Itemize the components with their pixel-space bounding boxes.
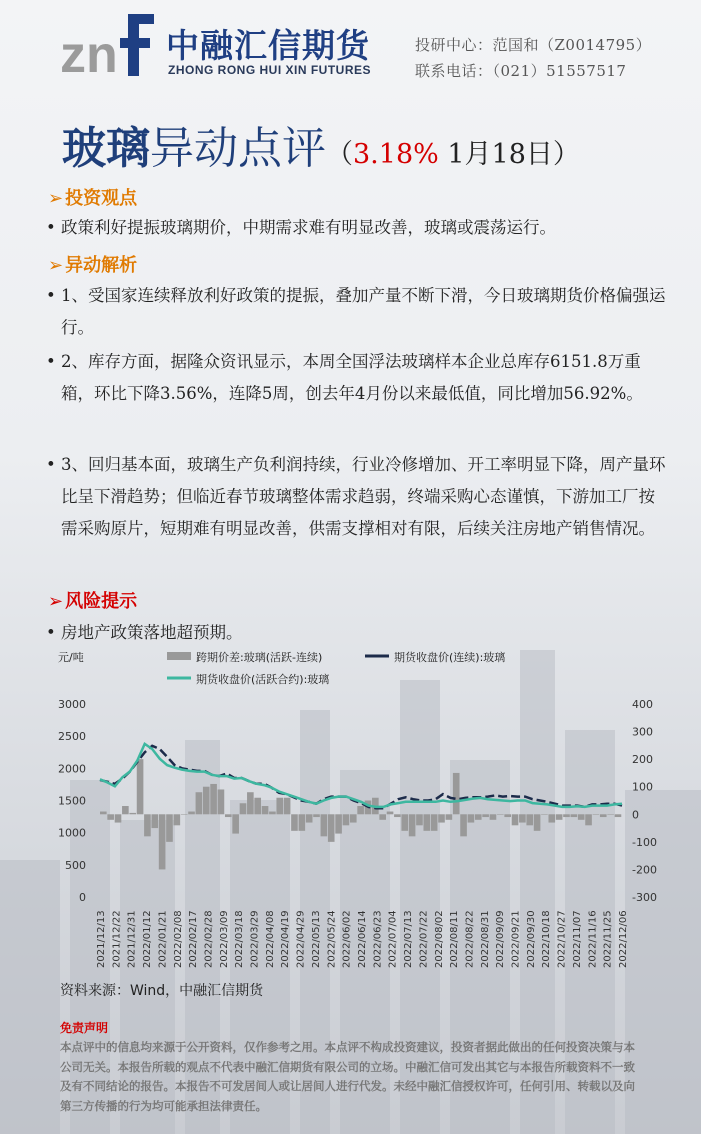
bullet-analysis-3 <box>46 449 671 545</box>
x-tick-label: 2022/03/29 <box>249 910 261 968</box>
bar-spread <box>519 814 526 822</box>
bar-spread <box>306 814 313 822</box>
x-tick-label: 2022/07/13 <box>403 910 415 968</box>
bar-spread <box>262 806 269 814</box>
x-tick-label: 2021/12/31 <box>126 910 138 968</box>
title-open-paren: （ <box>326 139 353 170</box>
section-risk-heading <box>48 587 137 613</box>
y-tick-right: 100 <box>632 780 653 794</box>
x-tick-label: 2022/07/04 <box>387 910 399 968</box>
bar-spread <box>225 814 232 817</box>
disclaimer-text: 本点评中的信息均来源于公开资料，仅作参考之用。本点评不构成投资建议，投资者据此做出的任何投资决策与本公司无关。本报告所载的观点不代表中融汇信期货有限公司的立场。中融汇信可发出其它与本报告所载资料不一致及有不同结论的报告。本报告不可发居间人或让居间人进行代发。未经中融汇信授权许可，任何引用、转载以及向第三方传播的行为均可能承担法律责任。 <box>60 1040 635 1113</box>
bar-spread <box>409 814 416 836</box>
bar-spread <box>254 798 261 815</box>
bar-spread <box>585 814 592 825</box>
disclaimer-title: 免责声明 <box>60 1021 109 1035</box>
section-title: 风险提示 <box>65 591 138 612</box>
x-tick-label: 2022/04/29 <box>295 910 307 968</box>
bar-spread <box>512 814 519 825</box>
y-tick-left: 2000 <box>58 762 86 776</box>
bar-spread <box>335 814 342 833</box>
legend-swatch-spread <box>167 652 191 660</box>
x-tick-label: 2022/11/07 <box>571 910 583 968</box>
brand-name-en: ZHONG RONG HUI XIN FUTURES <box>168 63 372 77</box>
header <box>0 0 701 100</box>
x-tick-label: 2022/01/12 <box>142 910 154 968</box>
x-tick-label: 2022/11/25 <box>602 910 614 968</box>
arrow-icon: ➢ <box>48 188 64 209</box>
y-tick-left: 1500 <box>58 794 86 808</box>
title-percent: 3.18% <box>353 139 439 170</box>
bar-spread <box>343 814 350 825</box>
data-source: 资料来源：Wind，中融汇信期货 <box>60 983 264 999</box>
bar-spread <box>526 814 533 825</box>
bar-spread <box>166 814 173 842</box>
bar-spread <box>203 787 210 815</box>
x-tick-label: 2021/12/13 <box>96 910 107 968</box>
bar-spread <box>571 814 578 817</box>
bar-spread <box>174 814 181 825</box>
x-tick-label: 2022/08/22 <box>464 910 476 968</box>
bar-spread <box>299 814 306 831</box>
bar-spread <box>556 814 563 820</box>
bullet-dot: • <box>46 623 56 642</box>
bullet-dot: • <box>46 455 56 474</box>
y-tick-right: -100 <box>632 835 657 849</box>
x-tick-label: 2022/08/02 <box>433 910 445 968</box>
title-main: 玻璃 <box>62 123 150 174</box>
legend-label-active: 期货收盘价(活跃合约):玻璃 <box>196 673 330 686</box>
bar-spread <box>490 814 497 820</box>
x-tick-label: 2022/06/02 <box>341 910 353 968</box>
x-tick-label: 2022/02/28 <box>203 910 215 968</box>
bar-spread <box>137 759 144 814</box>
y-tick-right: 200 <box>632 753 653 767</box>
bar-spread <box>534 814 541 831</box>
y-tick-left: 2500 <box>58 730 86 744</box>
y-tick-left: 0 <box>79 891 86 904</box>
bar-spread <box>321 814 328 836</box>
line-continuous <box>100 746 622 808</box>
arrow-icon: ➢ <box>48 255 64 276</box>
bar-spread <box>578 814 585 820</box>
y-tick-left: 3000 <box>58 698 86 711</box>
x-tick-label: 2022/02/08 <box>172 910 184 968</box>
y-tick-left: 1000 <box>58 826 86 840</box>
section-title: 投资观点 <box>65 188 138 209</box>
x-tick-label: 2022/08/11 <box>449 910 461 968</box>
company-logo <box>58 12 158 82</box>
x-tick-label: 2022/09/09 <box>495 910 507 968</box>
bar-spread <box>387 812 394 815</box>
bar-spread <box>504 814 511 817</box>
bar-spread <box>394 814 401 817</box>
x-tick-label: 2022/09/21 <box>510 910 522 968</box>
x-tick-label: 2022/11/16 <box>587 910 599 968</box>
bullet-dot: • <box>46 286 56 305</box>
bullet-text: 房地产政策落地超预期。 <box>61 623 243 642</box>
bar-spread <box>328 814 335 842</box>
x-tick-label: 2022/09/30 <box>525 910 537 968</box>
bar-spread <box>431 814 438 831</box>
x-tick-label: 2022/12/06 <box>618 910 629 968</box>
bar-spread <box>468 814 475 822</box>
bar-spread <box>210 784 217 814</box>
bar-spread <box>416 814 423 825</box>
bar-spread <box>181 814 188 815</box>
bar-spread <box>291 814 298 831</box>
y-tick-right: 300 <box>632 725 653 739</box>
title-sub: 异动点评 <box>150 123 326 174</box>
x-tick-label: 2022/04/19 <box>280 910 292 968</box>
bar-spread <box>129 813 136 814</box>
x-tick-label: 2022/03/18 <box>234 910 246 968</box>
bullet-dot: • <box>46 352 56 371</box>
bullet-text: 3、回归基本面，玻璃生产负利润持续，行业冷修增加、开工率明显下降，周产量环比呈下滑趋势；但临近春节玻璃整体需求趋弱，终端采购心态谨慎，下游加工厂按需采购原片，短期难有明显改善，供需支撑相对有限，后续关注房地产销售情况。 <box>61 455 666 538</box>
bar-spread <box>313 814 320 817</box>
y-axis-unit-label: 元/吨 <box>58 651 84 664</box>
page-title <box>62 112 580 176</box>
bar-spread <box>541 814 548 815</box>
arrow-icon: ➢ <box>48 591 64 612</box>
bullet-analysis-1 <box>46 280 671 344</box>
x-tick-label: 2022/10/18 <box>541 910 553 968</box>
bullet-dot: • <box>46 218 56 237</box>
bar-spread <box>607 814 614 815</box>
bar-spread <box>350 814 357 822</box>
y-tick-left: 500 <box>65 858 86 872</box>
legend-label-continuous: 期货收盘价(连续):玻璃 <box>394 651 506 664</box>
x-tick-label: 2022/08/31 <box>479 910 491 968</box>
y-tick-right: 0 <box>632 808 639 822</box>
bar-spread <box>379 814 386 820</box>
bar-spread <box>446 814 453 820</box>
bar-spread <box>497 814 504 815</box>
bar-spread <box>453 773 460 814</box>
bar-spread <box>438 814 445 822</box>
bar-spread <box>593 814 600 815</box>
bar-spread <box>107 814 114 820</box>
x-tick-label: 2022/06/23 <box>372 910 384 968</box>
bullet-view-1 <box>46 212 671 244</box>
bar-spread <box>247 792 254 814</box>
bar-spread <box>600 814 607 817</box>
bullet-text: 1、受国家连续释放利好政策的提振，叠加产量不断下滑，今日玻璃期货价格偏强运行。 <box>61 286 666 337</box>
bullet-analysis-2 <box>46 346 671 410</box>
bar-spread <box>122 806 129 814</box>
legend-label-spread: 跨期价差:玻璃(活跃-连续) <box>196 651 323 664</box>
bar-spread <box>276 798 283 815</box>
bar-spread <box>357 806 364 814</box>
bar-spread <box>482 814 489 817</box>
bullet-text: 政策利好提振玻璃期价，中期需求难有明显改善，玻璃或震荡运行。 <box>61 218 556 237</box>
bar-spread <box>615 814 622 817</box>
x-tick-label: 2022/03/09 <box>218 910 230 968</box>
bar-spread <box>159 814 166 869</box>
bullet-text: 2、库存方面，据隆众资讯显示，本周全国浮法玻璃样本企业总库存6151.8万重箱，环比下降3.56%，连降5周，创去年4月份以来最低值，同比增加56.92%。 <box>61 352 643 403</box>
bar-spread <box>115 814 122 822</box>
title-date: 1月18日） <box>438 139 580 170</box>
bar-spread <box>269 812 276 815</box>
section-view-heading <box>48 184 137 210</box>
svg-text:zn: zn <box>60 26 118 82</box>
bar-spread <box>563 814 570 817</box>
x-tick-label: 2021/12/22 <box>111 910 123 968</box>
x-tick-label: 2022/05/24 <box>326 910 338 968</box>
y-tick-right: -300 <box>632 891 657 904</box>
y-tick-right: 400 <box>632 698 653 711</box>
bar-spread <box>548 814 555 822</box>
x-tick-label: 2022/02/17 <box>188 910 200 968</box>
phone-info: 联系电话：（021）51557517 <box>415 62 627 80</box>
bar-spread <box>196 792 203 814</box>
bar-spread <box>144 814 151 836</box>
section-analysis-heading <box>48 251 137 277</box>
x-tick-label: 2022/05/13 <box>310 910 322 968</box>
bar-spread <box>460 814 467 836</box>
bar-spread <box>218 789 225 814</box>
bar-spread <box>151 814 158 828</box>
bar-spread <box>240 803 247 814</box>
bar-spread <box>100 812 107 815</box>
bar-spread <box>423 814 430 831</box>
line-active <box>100 744 622 807</box>
x-tick-label: 2022/04/08 <box>264 910 276 968</box>
x-tick-label: 2022/01/21 <box>157 910 169 968</box>
x-tick-label: 2022/06/14 <box>357 910 368 968</box>
bar-spread <box>475 814 482 820</box>
x-tick-label: 2022/10/27 <box>556 910 568 968</box>
bar-spread <box>401 814 408 831</box>
price-chart <box>0 640 701 980</box>
bar-spread <box>188 812 195 815</box>
x-tick-label: 2022/07/22 <box>418 910 430 968</box>
brand-name-cn: 中融汇信期货 <box>166 26 370 65</box>
y-tick-right: -200 <box>632 863 657 877</box>
section-title: 异动解析 <box>65 255 138 276</box>
analyst-info: 投研中心：范国和（Z0014795） <box>415 36 652 54</box>
bar-spread <box>284 798 291 815</box>
bar-spread <box>232 814 239 833</box>
